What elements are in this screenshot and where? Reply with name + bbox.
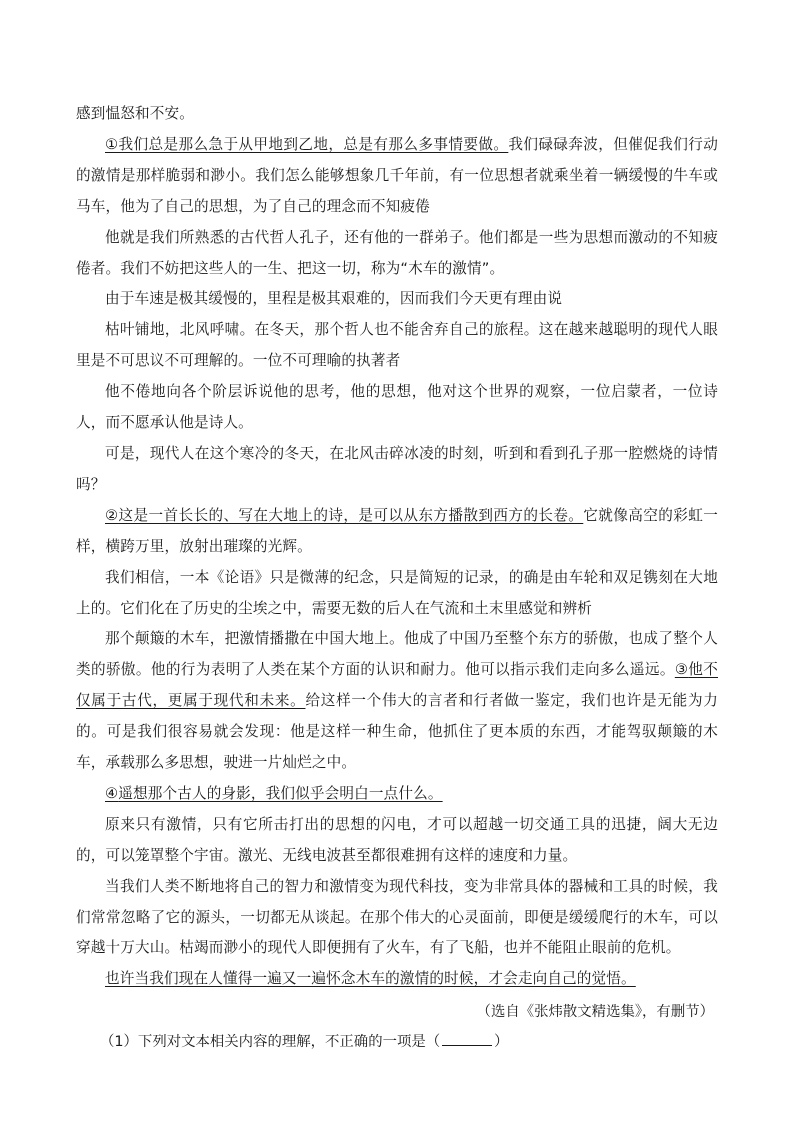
- paragraph-text: 原来只有激情，只有它所击打出的思想的闪电，才可以超越一切交通工具的迅捷，阔大无边的，可以笼罩整个宇宙。激光、无线电波甚至都很难拥有这样的速度和力量。: [76, 815, 718, 864]
- paragraph-2: [76, 223, 718, 285]
- paragraph-text: 感到愠怒和不安。: [76, 105, 194, 122]
- underlined-text: 这是一首长长的、写在大地上的诗，是可以从东方播散到西方的长卷。: [118, 506, 584, 524]
- paragraph-text: 由于车速是极其缓慢的，里程是极其艰难的，因而我们今天更有理由说: [105, 290, 563, 308]
- question-text: （1）下列对文本相关内容的理解，不正确的一项是（: [100, 1034, 441, 1051]
- underlined-sentence-1: [105, 136, 508, 153]
- source-citation: （选自《张炜散文精选集》，有删节）: [476, 1004, 714, 1021]
- marker-4: ④: [105, 784, 119, 802]
- paragraph-9: [76, 624, 718, 779]
- answer-blank[interactable]: [442, 1031, 492, 1046]
- paragraph-text: 那个颠簸的木车，把激情播撒在中国大地上。他成了中国乃至整个东方的骄傲，也成了整个人类的骄傲。他的行为表明了人类在某个方面的认识和耐力。他可以指示我们走向多么遥远。: [76, 630, 718, 679]
- paragraph-5: [76, 377, 718, 439]
- marker-1: ①: [105, 135, 119, 153]
- paragraph-11: [76, 810, 718, 872]
- underlined-sentence-5: 也许当我们现在人懂得一遍又一遍怀念木车的激情的时候，才会走向自己的觉悟。: [105, 970, 636, 988]
- question-close-paren: ）: [494, 1034, 509, 1051]
- paragraph-text: 他不倦地向各个阶层诉说他的思考，他的思想，他对这个世界的观察，一位启蒙者，一位诗人，而不愿承认他是诗人。: [76, 383, 718, 432]
- paragraph-text: 我们相信，一本《论语》只是微薄的纪念，只是简短的记录，的确是由车轮和双足镌刻在大地上的。它们化在了历史的尘埃之中，需要无数的后人在气流和土末里感觉和辨析: [76, 568, 718, 617]
- underlined-sentence-4: [105, 785, 443, 802]
- paragraph-0: [76, 99, 718, 130]
- paragraph-7: [76, 501, 718, 563]
- question-1: [76, 1027, 718, 1057]
- paragraph-text: 当我们人类不断地将自己的智力和激情变为现代科技，变为非常具体的器械和工具的时候，我们常常忽略了它的源头，一切都无从谈起。在那个伟大的心灵面前，即便是缓缓爬行的木车，可以穿越十万大山。枯竭而渺小的现代人即便拥有了火车，有了飞船，也并不能阻止眼前的危机。: [76, 877, 718, 957]
- paragraph-3: [76, 284, 718, 315]
- underlined-text: 他不仅属于古代，更属于现代和未来。: [76, 661, 718, 710]
- paragraph-text: 他就是我们所熟悉的古代哲人孔子，还有他的一群弟子。他们都是一些为思想而激动的不知疲倦者。我们不妨把这些人的一生、把这一切，称为“木车的激情”。: [76, 228, 718, 277]
- marker-3: ③: [674, 661, 689, 679]
- underlined-text: 我们总是那么急于从甲地到乙地，总是有那么多事情要做。: [118, 135, 509, 153]
- paragraph-4: [76, 315, 718, 377]
- paragraph-12: [76, 872, 718, 965]
- underlined-sentence-2: [105, 507, 583, 524]
- paragraph-text: 给这样一个伟大的言者和行者做一鉴定，我们也许是无能为力的。可是我们很容易就会发现：他是这样一种生命，他抓住了更本质的东西，才能驾驭颠簸的木车，承载那么多思想，驶进一片灿烂之中。: [76, 692, 718, 772]
- paragraph-text: 它就像高空的彩虹一样，横跨万里，放射出璀璨的光辉。: [76, 506, 718, 555]
- paragraph-6: [76, 439, 718, 501]
- underlined-text: 遥想那个古人的身影，我们似乎会明白一点什么。: [118, 784, 443, 802]
- paragraph-10: [76, 779, 718, 810]
- paragraph-text: 可是，现代人在这个寒冷的冬天，在北风击碎冰凌的时刻，听到和看到孔子那一腔燃烧的诗情吗？: [76, 444, 718, 493]
- paragraph-text: 枯叶铺地，北风呼啸。在冬天，那个哲人也不能舍弃自己的旅程。这在越来越聪明的现代人眼里是不可思议不可理解的。一位不可理喻的执著者: [76, 321, 718, 370]
- paragraph-1: [76, 130, 718, 223]
- paragraph-text: 我们碌碌奔波，但催促我们行动的激情是那样脆弱和渺小。我们怎么能够想象几千年前，有一位思想者就乘坐着一辆缓慢的牛车或马车，他为了自己的思想，为了自己的理念而不知疲倦: [76, 135, 718, 215]
- marker-2: ②: [105, 506, 119, 524]
- paragraph-8: [76, 563, 718, 625]
- paragraph-13: [76, 964, 718, 995]
